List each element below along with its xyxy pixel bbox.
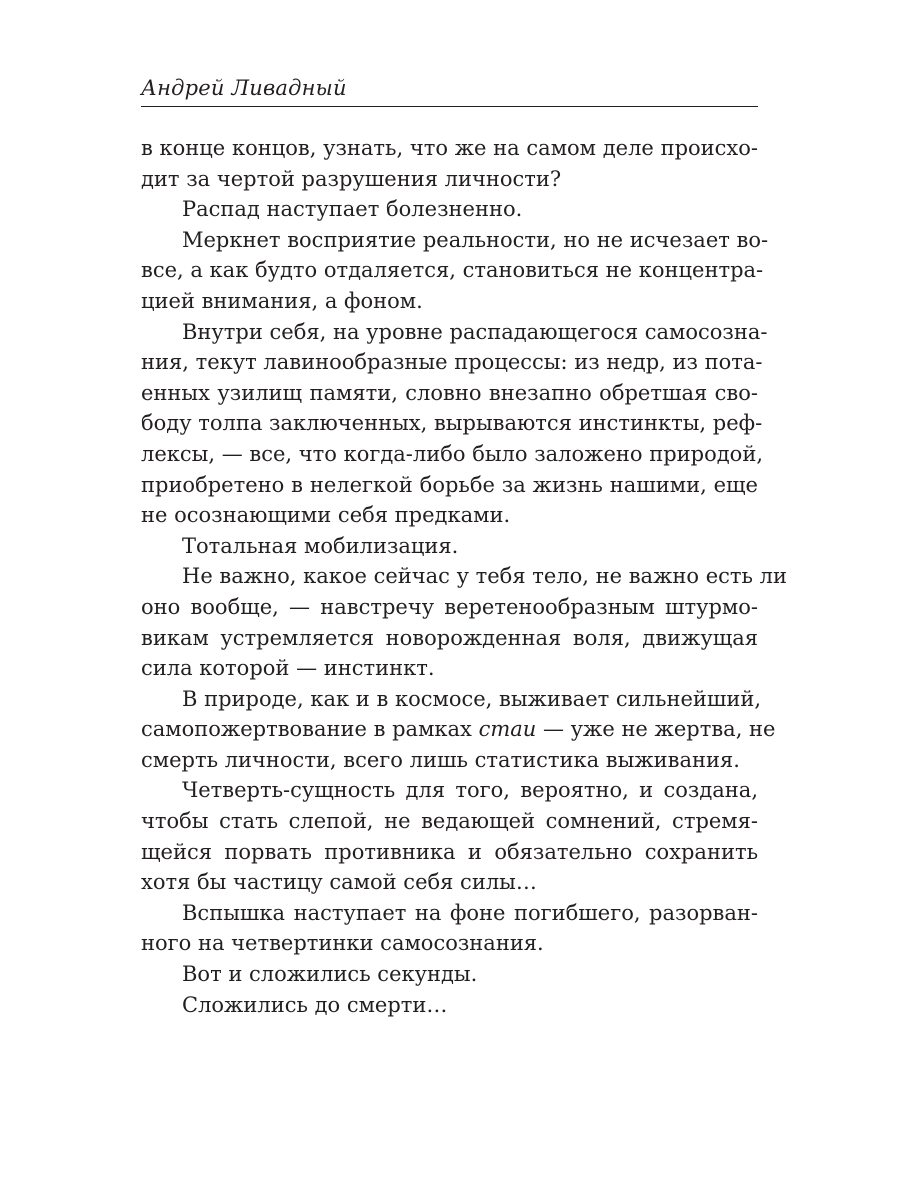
paragraph <box>141 684 776 776</box>
text-line: хотя бы частицу самой себя силы… <box>141 870 537 895</box>
paragraph <box>141 775 758 897</box>
text-line: не осознающими себя предками. <box>141 503 511 528</box>
text-line: цией внимания, а фоном. <box>141 288 423 313</box>
text-line: Внутри себя, на уровне распадающегося самосозна- <box>182 319 768 344</box>
text-line: Не важно, какое сейчас у тебя тело, не важно есть ли <box>182 564 787 589</box>
text-line: смерть личности, всего лишь статистика выживания. <box>141 747 740 772</box>
text-line: лексы, — все, что когда-либо было заложено природой, <box>141 441 763 466</box>
author-name: Андрей Ливадный <box>141 76 347 100</box>
text-line: Сложились до смерти… <box>182 992 448 1017</box>
text-line: все, а как будто отдаляется, становиться не концентра- <box>141 258 764 283</box>
text-line: Четверть-сущность для того, вероятно, и создана, <box>182 778 758 803</box>
text-line: Меркнет восприятие реальности, но не исчезает во- <box>182 227 769 252</box>
text-line: приобретено в нелегкой борьбе за жизнь нашими, еще <box>141 472 758 497</box>
text-line: ния, текут лавинообразные процессы: из недр, из пота- <box>141 350 763 375</box>
text-line: ного на четвертинки самосознания. <box>141 931 544 956</box>
text-line: щейся порвать противника и обязательно сохранить <box>141 839 758 864</box>
text-line: боду толпа заключенных, вырываются инстинкты, реф- <box>141 411 763 436</box>
running-head <box>141 74 758 107</box>
text-line: оно вообще, — навстречу веретенообразным штурмо- <box>141 594 758 619</box>
body-text <box>141 133 787 1020</box>
paragraph <box>141 194 758 225</box>
text-line: В природе, как и в космосе, выживает сильнейший, <box>182 686 762 711</box>
paragraph <box>141 561 787 683</box>
text-line: дит за чертой разрушения личности? <box>141 166 562 191</box>
text-line: Тотальная мобилизация. <box>182 533 459 558</box>
text-line: в конце концов, узнать, что же на самом деле происхо- <box>141 136 758 160</box>
paragraph <box>141 225 769 317</box>
text-line: Распад наступает болезненно. <box>182 197 523 222</box>
paragraph <box>141 317 768 531</box>
paragraph <box>141 959 758 990</box>
paragraph <box>141 133 758 194</box>
text-line: Вот и сложились секунды. <box>182 962 478 987</box>
paragraph <box>141 531 758 562</box>
text-line: викам устремляется новорожденная воля, движущая <box>141 625 758 650</box>
text-line: самопожертвование в рамках стаи — уже не жертва, не <box>141 717 776 742</box>
paragraph <box>141 898 758 959</box>
text-line: енных узилищ памяти, словно внезапно обретшая сво- <box>141 380 758 405</box>
paragraph <box>141 990 758 1021</box>
text-line: чтобы стать слепой, не ведающей сомнений, стремя- <box>141 809 758 834</box>
text-line: Вспышка наступает на фоне погибшего, разорван- <box>182 900 758 925</box>
text-line: сила которой — инстинкт. <box>141 656 435 681</box>
